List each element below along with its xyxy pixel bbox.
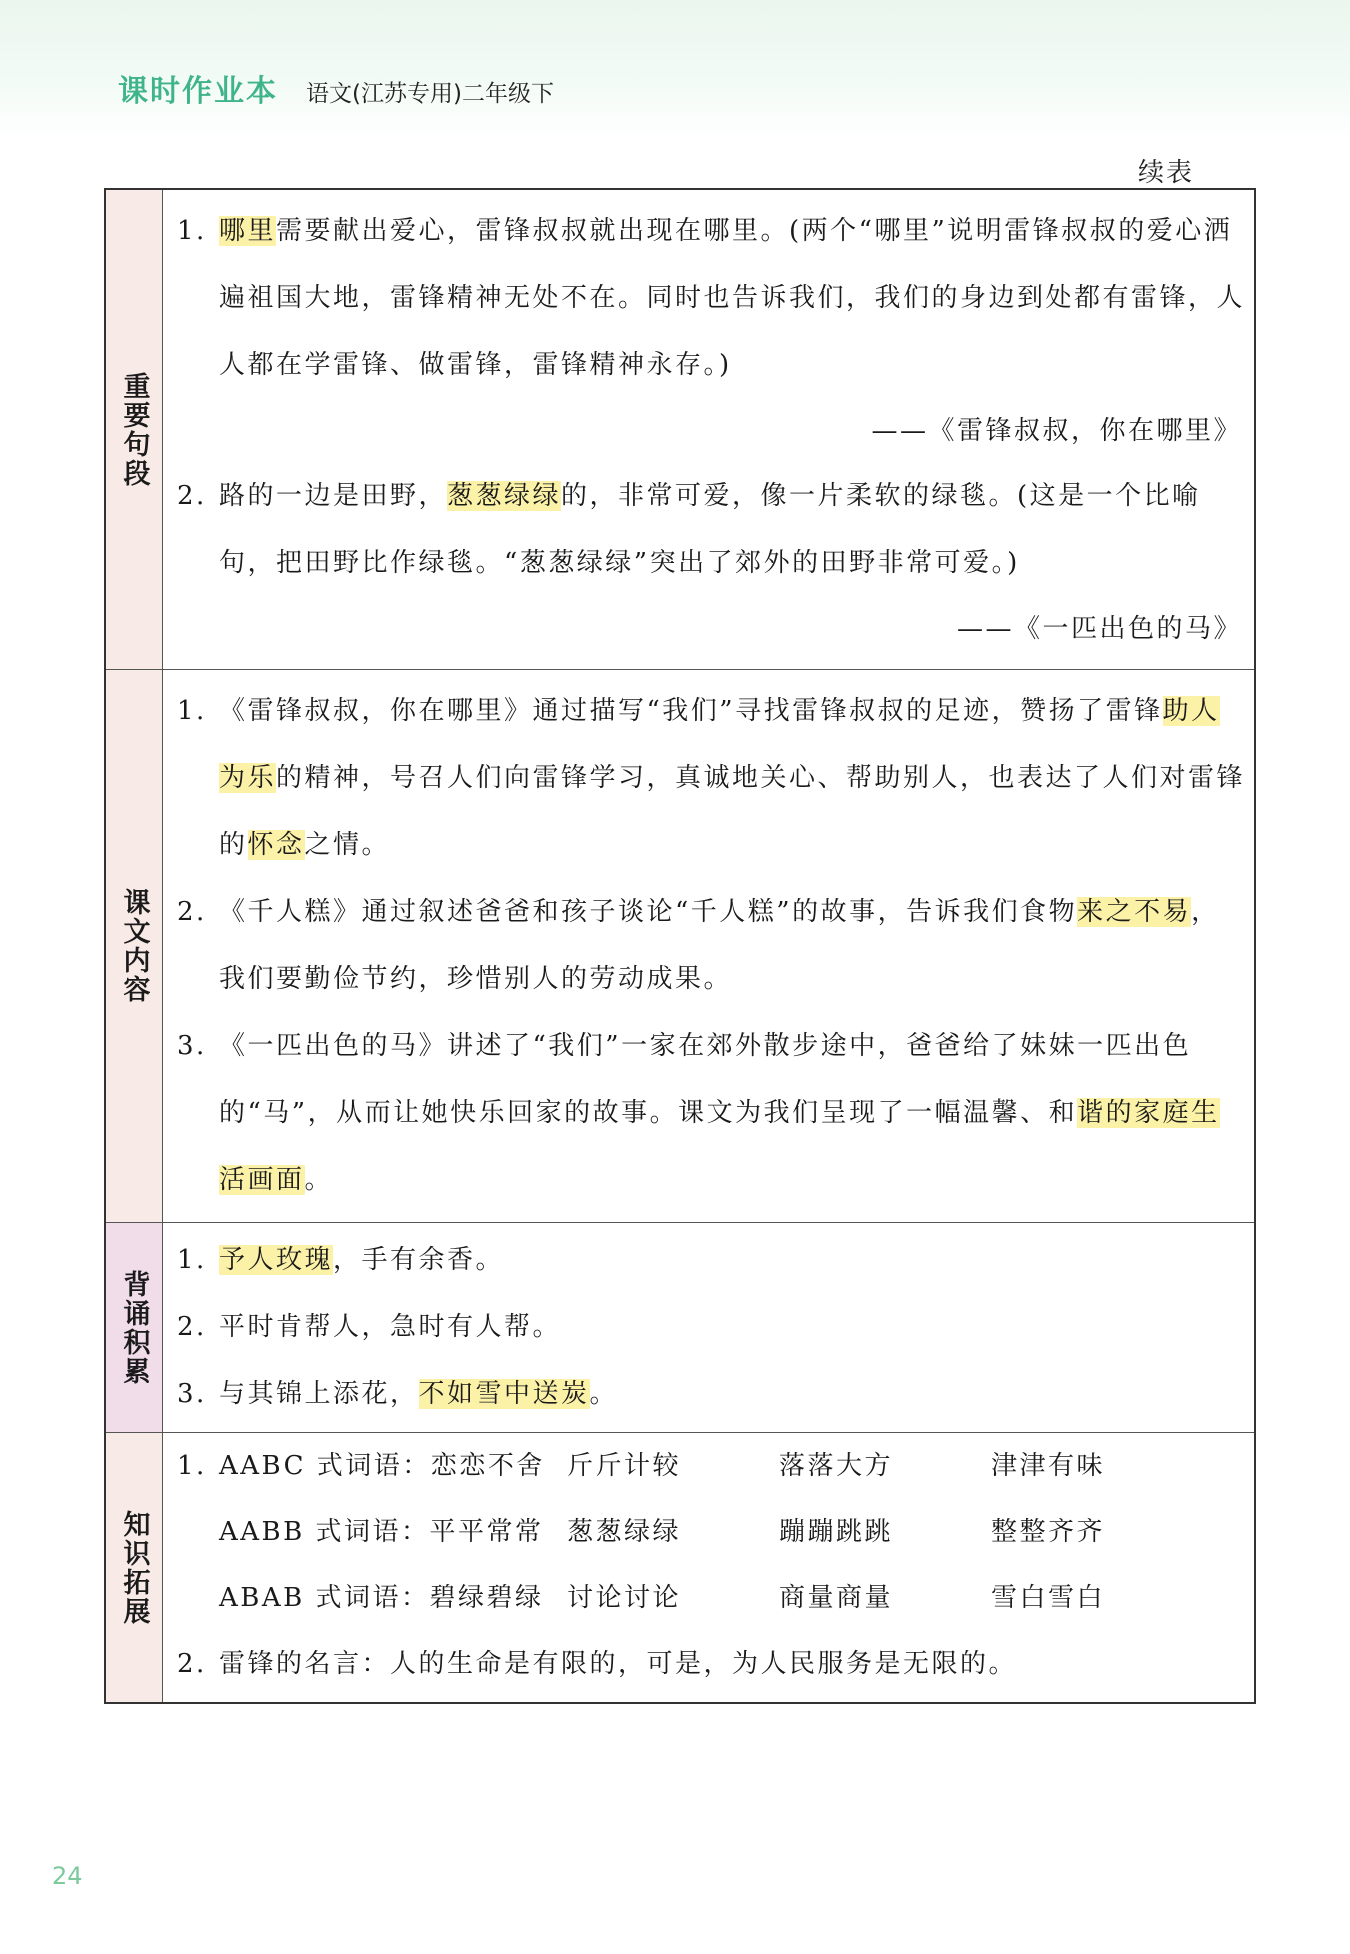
list-item: 1. 《雷锋叔叔，你在哪里》通过描写“我们”寻找雷锋叔叔的足迹，赞扬了雷锋助人为乐的精神，号召人们向雷锋学习，真诚地关心、帮助别人，也表达了人们对雷锋的怀念之情。 — [177, 696, 1246, 860]
list-item: 2. 路的一边是田野，葱葱绿绿的，非常可爱，像一片柔软的绿毯。(这是一个比喻句，把田野比作绿毯。“葱葱绿绿”突出了郊外的田野非常可爱。) — [177, 481, 1201, 578]
word: 商量商量 — [779, 1583, 894, 1613]
brand-title: 课时作业本 — [118, 74, 278, 109]
subject-title: 语文(江苏专用)二年级下 — [306, 81, 554, 107]
word-grid — [177, 1433, 1246, 1631]
word-type: 1. AABC 式词语： 恋恋不舍 — [177, 1451, 545, 1481]
section-content — [163, 190, 1254, 669]
list-item: 2. 雷锋的名言：人的生命是有限的，可是，为人民服务是无限的。 — [177, 1649, 1018, 1679]
word: 落落大方 — [779, 1451, 894, 1481]
list-item: 2. 平时肯帮人，急时有人帮。 — [177, 1312, 562, 1342]
list-item: 2. 《千人糕》通过叙述爸爸和孩子谈论“千人糕”的故事，告诉我们食物来之不易，我们要勤俭节约，珍惜别人的劳动成果。 — [177, 897, 1220, 994]
section-label: 课文内容 — [106, 670, 163, 1222]
section-text-content — [106, 670, 1254, 1223]
section-knowledge — [106, 1433, 1254, 1702]
word: 津津有味 — [991, 1451, 1106, 1481]
page-header — [118, 66, 554, 110]
word: 斤斤计较 — [567, 1451, 682, 1481]
section-label: 背诵积累 — [106, 1223, 163, 1432]
list-item: 3. 《一匹出色的马》讲述了“我们”一家在郊外散步途中，爸爸给了妹妹一匹出色的“马”，从而让她快乐回家的故事。课文为我们呈现了一幅温馨、和谐的家庭生活画面。 — [177, 1031, 1220, 1195]
section-label: 知识拓展 — [106, 1433, 163, 1702]
section-content — [163, 1433, 1254, 1702]
section-recitation — [106, 1223, 1254, 1433]
word: 雪白雪白 — [991, 1583, 1106, 1613]
page-number: 24 — [52, 1862, 83, 1890]
word-type: AABB 式词语： 平平常常 — [219, 1517, 544, 1547]
list-item: 1. 予人玫瑰，手有余香。 — [177, 1245, 505, 1275]
list-item: 1. 哪里需要献出爱心，雷锋叔叔就出现在哪里。(两个“哪里”说明雷锋叔叔的爱心洒遍祖国大地，雷锋精神无处不在。同时也告诉我们，我们的身边到处都有雷锋，人人都在学雷锋、做雷锋，雷锋精神永存。) — [177, 216, 1246, 380]
section-label: 重要句段 — [106, 190, 163, 669]
list-item: 3. 与其锦上添花，不如雪中送炭。 — [177, 1379, 619, 1409]
summary-table — [104, 188, 1256, 1704]
continued-label: 续表 — [1137, 158, 1194, 188]
word: 蹦蹦跳跳 — [779, 1517, 894, 1547]
section-content — [163, 670, 1254, 1222]
word: 整整齐齐 — [991, 1517, 1106, 1547]
word: 葱葱绿绿 — [567, 1517, 682, 1547]
section-important-sentences — [106, 190, 1254, 670]
word-type: ABAB 式词语： 碧绿碧绿 — [219, 1583, 544, 1613]
section-content — [163, 1223, 1254, 1432]
source-citation: ——《雷锋叔叔，你在哪里》 — [871, 416, 1242, 446]
word: 讨论讨论 — [567, 1583, 682, 1613]
source-citation: ——《一匹出色的马》 — [956, 614, 1242, 644]
